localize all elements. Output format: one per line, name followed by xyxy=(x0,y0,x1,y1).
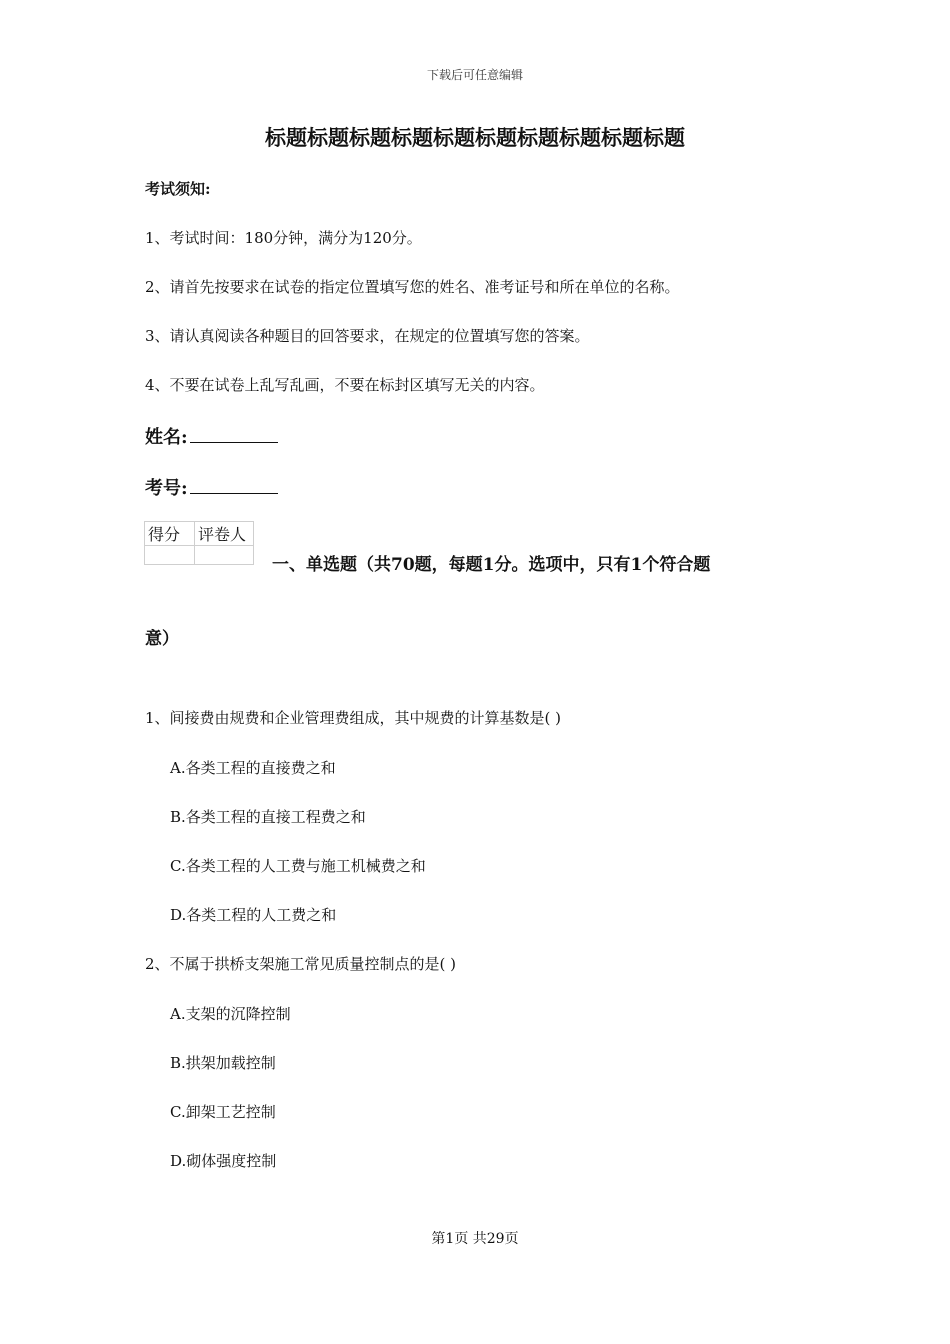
question-2-option-d: D.砌体强度控制 xyxy=(170,1152,277,1170)
name-label: 姓名: xyxy=(145,427,188,448)
exam-id-label: 考号: xyxy=(145,478,188,499)
grader-cell[interactable] xyxy=(195,546,254,565)
notice-heading: 考试须知: xyxy=(145,180,211,198)
grader-header: 评卷人 xyxy=(195,522,254,546)
score-table xyxy=(144,521,254,565)
question-1: 1、间接费由规费和企业管理费组成，其中规费的计算基数是( ) xyxy=(145,709,562,727)
header-note: 下载后可任意编辑 xyxy=(426,68,523,82)
name-field xyxy=(145,423,278,449)
name-blank[interactable] xyxy=(190,426,278,443)
question-2-option-a: A.支架的沉降控制 xyxy=(170,1005,291,1023)
question-1-option-c: C.各类工程的人工费与施工机械费之和 xyxy=(170,857,426,875)
exam-id-field xyxy=(145,474,278,500)
score-table-entry-row xyxy=(145,546,254,565)
page-footer: 第1页 共29页 xyxy=(431,1231,519,1247)
question-2-option-c: C.卸架工艺控制 xyxy=(170,1103,276,1121)
notice-rule: 2、请首先按要求在试卷的指定位置填写您的姓名、准考证号和所在单位的名称。 xyxy=(145,278,680,296)
score-header: 得分 xyxy=(145,522,195,546)
notice-rule: 4、不要在试卷上乱写乱画，不要在标封区填写无关的内容。 xyxy=(145,376,545,394)
section-heading: 一、单选题（共70题，每题1分。选项中，只有1个符合题 xyxy=(272,555,711,575)
exam-id-blank[interactable] xyxy=(190,477,278,494)
score-cell[interactable] xyxy=(145,546,195,565)
question-1-option-b: B.各类工程的直接工程费之和 xyxy=(170,808,366,826)
question-2-option-b: B.拱架加载控制 xyxy=(170,1054,276,1072)
question-1-option-d: D.各类工程的人工费之和 xyxy=(170,906,337,924)
notice-rule: 1、考试时间：180分钟，满分为120分。 xyxy=(145,229,422,247)
section-heading-continued: 意） xyxy=(145,629,179,649)
score-table-header-row xyxy=(145,522,254,546)
document-title: 标题标题标题标题标题标题标题标题标题标题 xyxy=(265,125,685,150)
question-2: 2、不属于拱桥支架施工常见质量控制点的是( ) xyxy=(145,955,457,973)
question-1-option-a: A.各类工程的直接费之和 xyxy=(170,759,336,777)
notice-rule: 3、请认真阅读各种题目的回答要求，在规定的位置填写您的答案。 xyxy=(145,327,590,345)
